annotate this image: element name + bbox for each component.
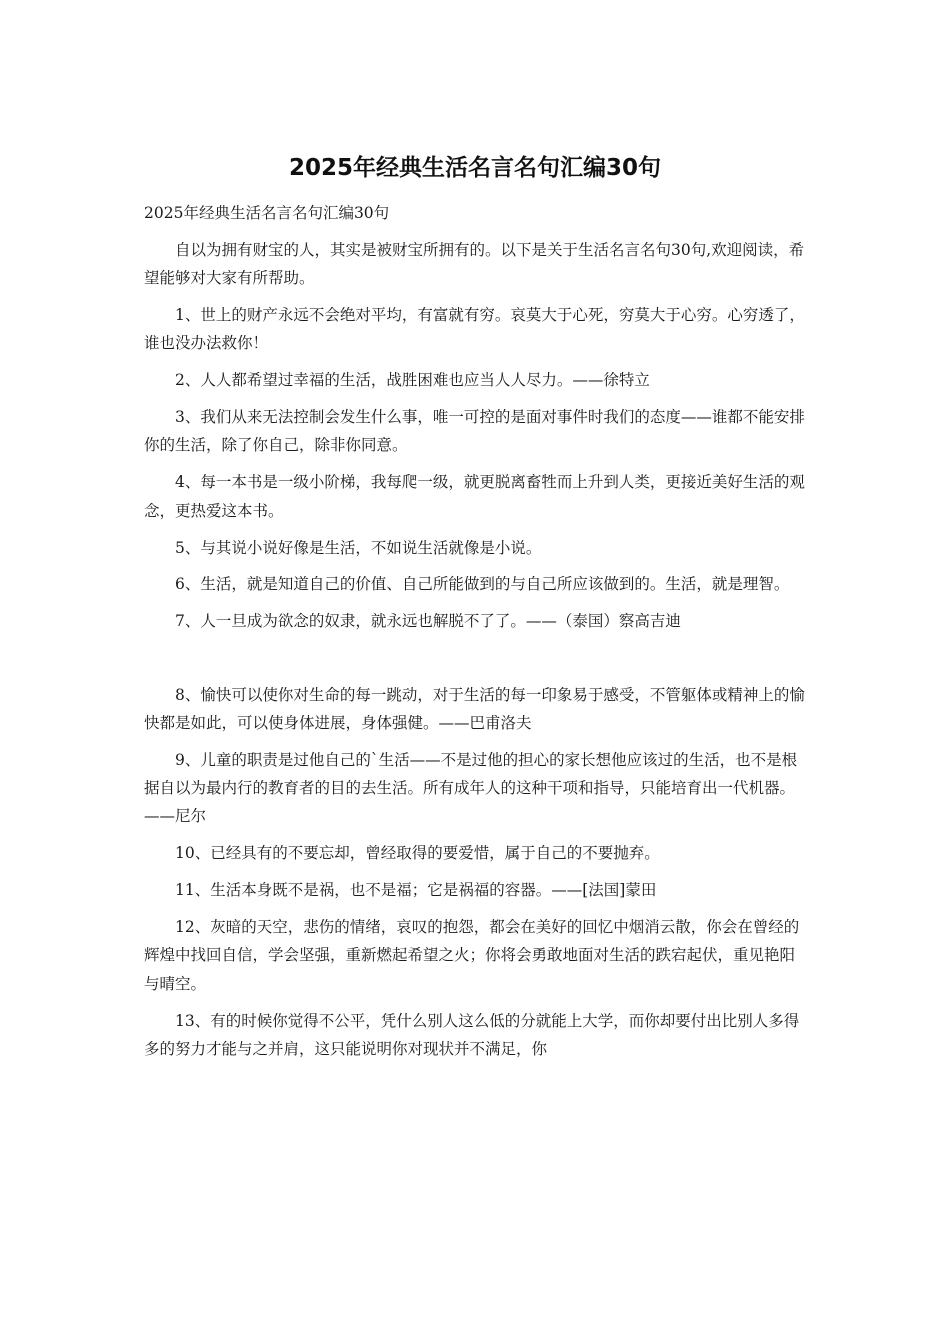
quote-paragraph: 3、我们从来无法控制会发生什么事，唯一可控的是面对事件时我们的态度——谁都不能安排你的生活，除了你自己，除非你同意。 — [144, 408, 805, 455]
intro-paragraph: 自以为拥有财宝的人，其实是被财宝所拥有的。以下是关于生活名言名句30句,欢迎阅读，希望能够对大家有所帮助。 — [144, 240, 805, 288]
document-subtitle: 2025年经典生活名言名句汇编30句 — [144, 204, 390, 222]
document-title: 2025年经典生活名言名句汇编30句 — [288, 155, 662, 181]
quote-paragraph: 5、与其说小说好像是生活，不如说生活就像是小说。 — [175, 538, 542, 557]
quote-paragraph: 2、人人都希望过幸福的生活，战胜困难也应当人人尽力。——徐特立 — [175, 371, 650, 390]
quote-paragraph: 9、儿童的职责是过他自己的`生活——不是过他的担心的家长想他应该过的生活，也不是根据自以为最内行的教育者的目的去生活。所有成年人的这种干项和指导，只能培育出一代机器。——尼尔 — [144, 750, 798, 826]
quote-paragraph: 6、生活，就是知道自己的价值、自己所能做到的与自己所应该做到的。生活，就是理智。 — [175, 575, 790, 594]
quote-paragraph: 10、已经具有的不要忘却，曾经取得的要爱惜，属于自己的不要抛弃。 — [175, 844, 660, 863]
quote-paragraph: 1、世上的财产永远不会绝对平均，有富就有穷。哀莫大于心死，穷莫大于心穷。心穷透了，谁也没办法救你！ — [144, 306, 805, 353]
quote-paragraph: 13、有的时候你觉得不公平，凭什么别人这么低的分就能上大学，而你却要付出比别人多得多的努力才能与之并肩，这只能说明你对现状并不满足，你 — [144, 1011, 800, 1058]
quote-paragraph: 11、生活本身既不是祸，也不是福；它是祸福的容器。——[法国]蒙田 — [175, 881, 657, 900]
quote-paragraph: 8、愉快可以使你对生命的每一跳动，对于生活的每一印象易于感受，不管躯体或精神上的愉快都是如此，可以使身体进展，身体强健。——巴甫洛夫 — [144, 685, 805, 732]
document-body — [144, 199, 808, 1072]
quote-paragraph: 4、每一本书是一级小阶梯，我每爬一级，就更脱离畜牲而上升到人类，更接近美好生活的观念，更热爱这本书。 — [144, 473, 805, 520]
quote-paragraph: 7、人一旦成为欲念的奴隶，就永远也解脱不了了。——（泰国）察高吉迪 — [175, 612, 681, 631]
quote-paragraph: 12、灰暗的天空，悲伤的情绪，哀叹的抱怨，都会在美好的回忆中烟消云散，你会在曾经的辉煌中找回自信，学会坚强，重新燃起希望之火；你将会勇敢地面对生活的跌宕起伏，重见艳阳与晴空。 — [144, 918, 800, 993]
